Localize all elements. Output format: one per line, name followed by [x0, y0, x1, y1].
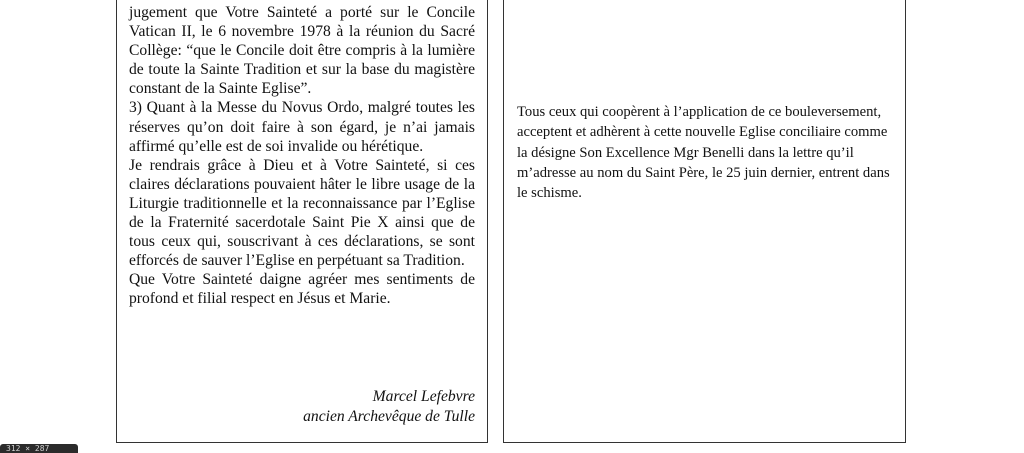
- signature-name: Marcel Lefebvre: [372, 388, 475, 405]
- signature-title: ancien Archevêque de Tulle: [303, 408, 475, 425]
- right-text-column: [503, 0, 906, 443]
- paragraph-vatican-ii: jugement que Votre Sainteté a porté sur le Concile Vatican II, le 6 novembre 1978 à la réunion du Sacré Collège: “que le Concile doit être compris à la lumière de toute la Sainte Tradition et sur la base du magistère constant de la Sainte Eglise”.: [129, 4, 475, 98]
- paragraph-novus-ordo: 3) Quant à la Messe du Novus Ordo, malgré toutes les réserves qu’on doit faire à son égard, je n’ai jamais affirmé qu’elle est de soi invalide ou hérétique.: [129, 99, 475, 155]
- paragraph-thanks: Je rendrais grâce à Dieu et à Votre Sainteté, si ces claires déclarations pouvaient hâter le libre usage de la Liturgie traditionnelle et la reconnaissance par l’Eglise de la Fraternité sacerdotale Saint Pie X ainsi que de tous ceux qui, souscrivant à ces déclarations, se sont efforcés de sauver l’Eglise en perpétuant sa Tradition.: [129, 156, 475, 270]
- left-column-body: [129, 3, 475, 309]
- dimension-readout-badge: 312 × 287: [0, 444, 78, 453]
- signature-block: [303, 387, 475, 427]
- paragraph-schism: Tous ceux qui coopèrent à l’application de ce bouleversement, acceptent et adhèrent à cette nouvelle Eglise conciliaire comme la désigne Son Excellence Mgr Benelli dans la lettre qu’il m’adresse au nom du Saint Père, le 25 juin dernier, entrent dans le schisme.: [517, 104, 890, 202]
- left-text-column: [116, 0, 488, 443]
- paragraph-closing: Que Votre Sainteté daigne agréer mes sentiments de profond et filial respect en Jésus et Marie.: [129, 271, 475, 308]
